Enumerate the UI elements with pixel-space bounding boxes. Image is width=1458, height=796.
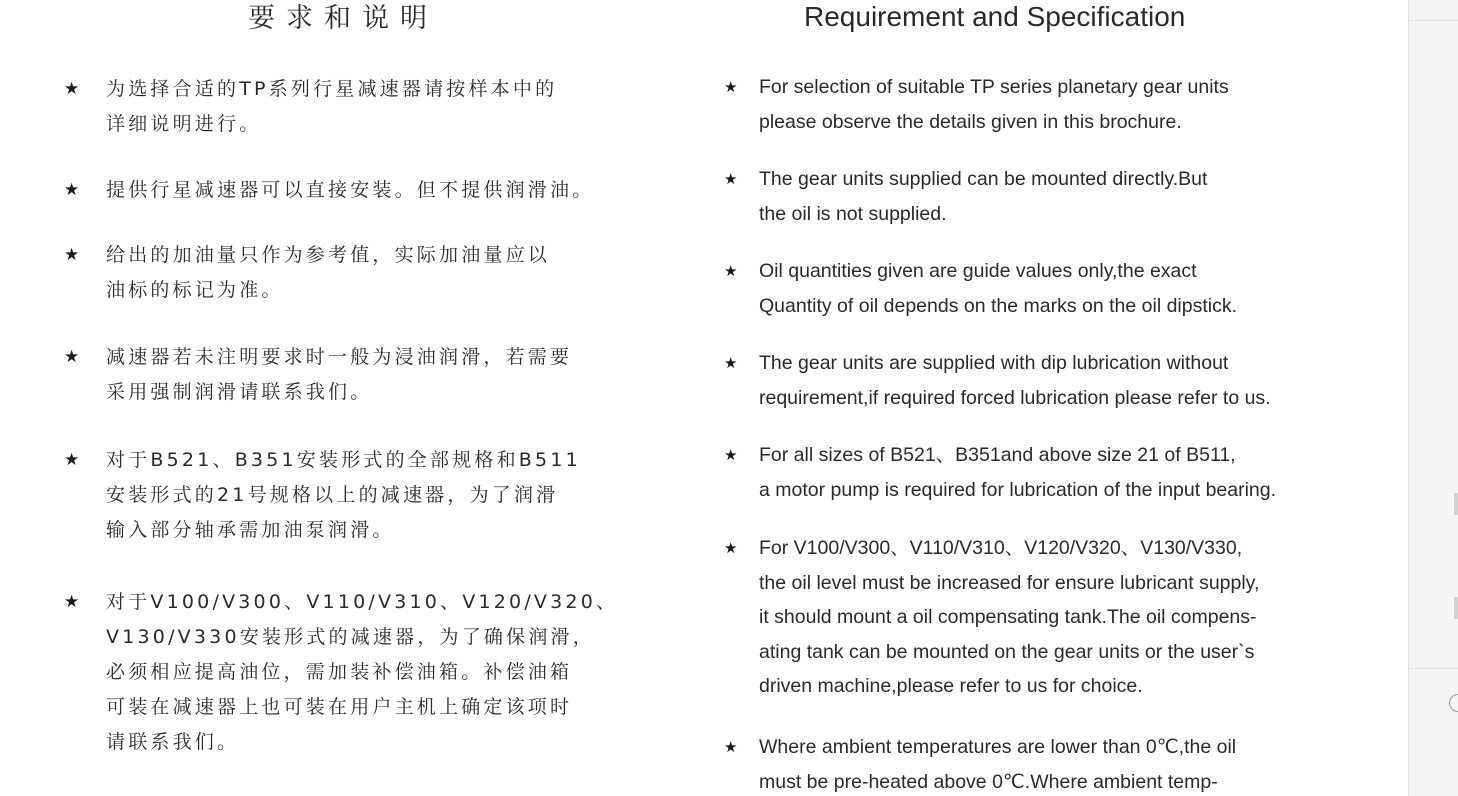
star-bullet-icon: ★	[64, 180, 80, 200]
side-panel-divider	[1409, 668, 1458, 669]
star-bullet-icon: ★	[64, 592, 80, 612]
star-bullet-icon: ★	[724, 539, 738, 557]
english-item-text: Oil quantities given are guide values only,the exact Quantity of oil depends on the marks on the oil dipstick.	[759, 260, 1238, 317]
side-panel-marker[interactable]	[1454, 597, 1458, 619]
english-item-text: The gear units are supplied with dip lubrication without requirement,if required forced lubrication please refer to us.	[759, 352, 1271, 409]
side-panel-marker[interactable]	[1454, 493, 1458, 515]
star-bullet-icon: ★	[64, 245, 80, 265]
star-bullet-icon: ★	[724, 738, 738, 756]
star-bullet-icon: ★	[724, 78, 738, 96]
star-bullet-icon: ★	[64, 450, 80, 470]
side-panel-divider	[1409, 20, 1458, 21]
chinese-item-text: 对于V100/V300、V110/V310、V120/V320、 V130/V330安装形式的减速器，为了确保润滑， 必须相应提高油位，需加装补偿油箱。补偿油箱 可装在减速器上也可装在用户主机上确定该项时 请联系我们。	[106, 591, 619, 753]
star-bullet-icon: ★	[724, 354, 738, 372]
chinese-item-text: 对于B521、B351安装形式的全部规格和B511 安装形式的21号规格以上的减速器，为了润滑 输入部分轴承需加油泵润滑。	[106, 449, 581, 541]
english-item-text: Where ambient temperatures are lower than 0℃,the oil must be pre-heated above 0℃.Where ambient temp-	[759, 736, 1237, 793]
chinese-item-text: 提供行星减速器可以直接安装。但不提供润滑油。	[106, 179, 595, 201]
english-item-text: For V100/V300、V110/V310、V120/V320、V130/V330, the oil level must be increased for ensure lubricant supply, it should mount a oil compensating tank.The oil compens- ating tank can be mounted on the gear units or the user`s driven machine,please refer to us for choice.	[759, 537, 1260, 697]
english-item-text: For all sizes of B521、B351and above size 21 of B511, a motor pump is required for lubrication of the input bearing.	[759, 444, 1277, 501]
star-bullet-icon: ★	[724, 446, 738, 464]
star-bullet-icon: ★	[64, 79, 80, 99]
circle-icon[interactable]	[1449, 694, 1458, 712]
chinese-heading: 要求和说明	[248, 3, 438, 34]
english-heading: Requirement and Specification	[804, 1, 1186, 32]
right-side-panel[interactable]	[1408, 0, 1458, 796]
chinese-item-text: 给出的加油量只作为参考值，实际加油量应以 油标的标记为准。	[106, 244, 551, 301]
chinese-item-text: 为选择合适的TP系列行星减速器请按样本中的 详细说明进行。	[106, 78, 558, 135]
english-item-text: For selection of suitable TP series planetary gear units please observe the details given in this brochure.	[759, 76, 1229, 133]
star-bullet-icon: ★	[724, 170, 738, 188]
star-bullet-icon: ★	[64, 347, 80, 367]
star-bullet-icon: ★	[724, 262, 738, 280]
english-item-text: The gear units supplied can be mounted directly.But the oil is not supplied.	[759, 168, 1208, 225]
chinese-item-text: 减速器若未注明要求时一般为浸油润滑，若需要 采用强制润滑请联系我们。	[106, 346, 573, 403]
